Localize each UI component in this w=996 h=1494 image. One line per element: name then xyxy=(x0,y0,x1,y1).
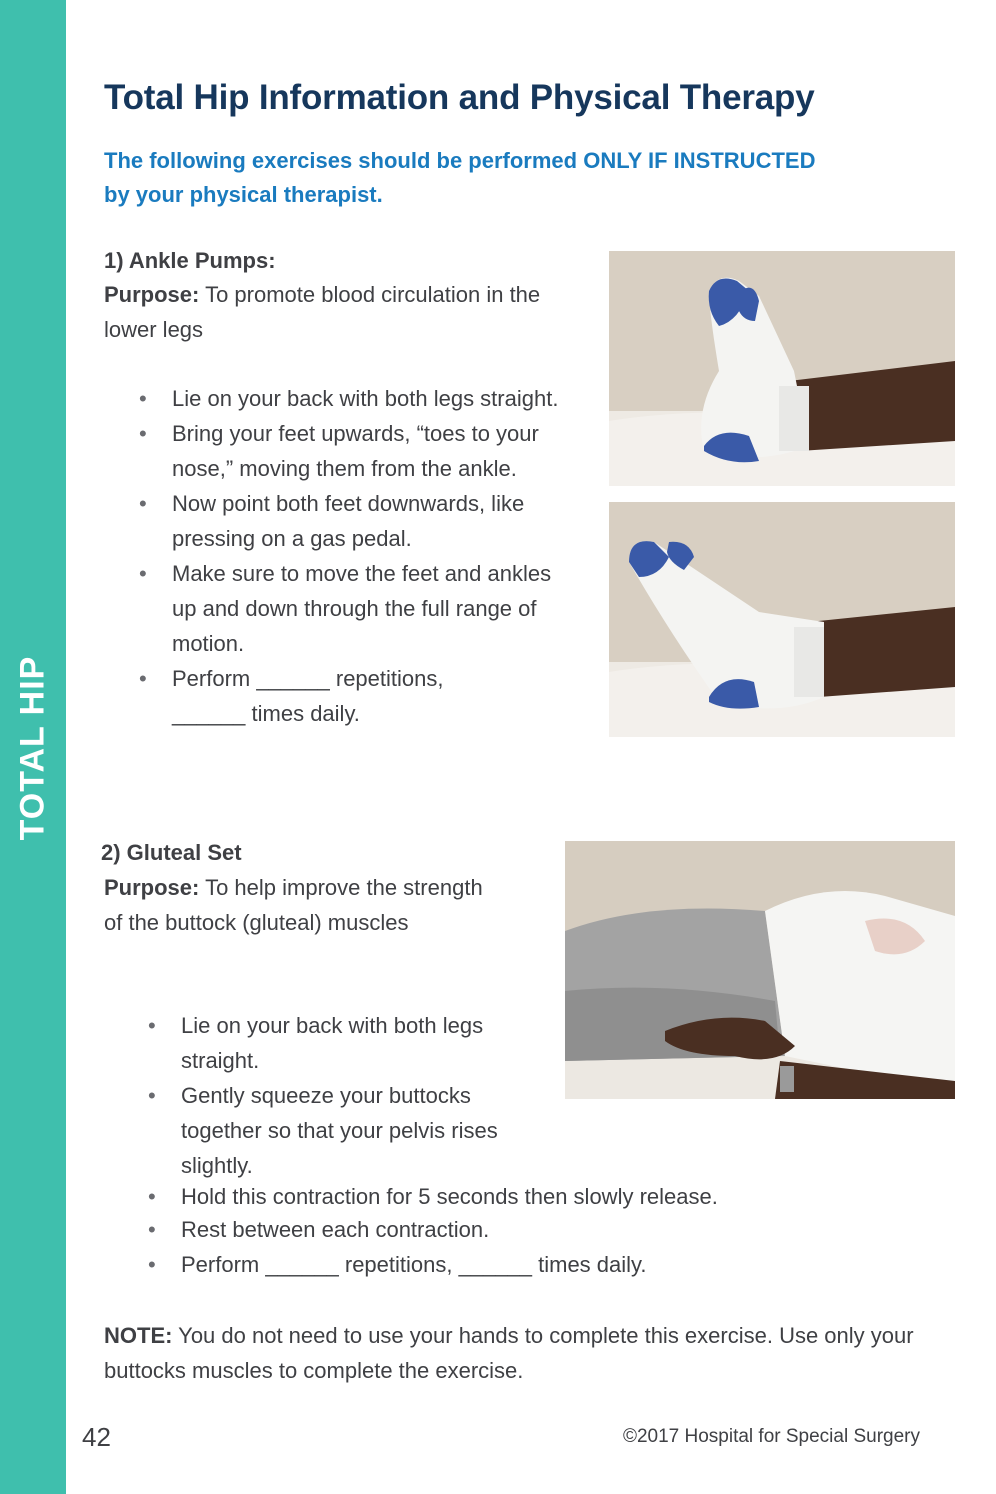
side-tab-label: TOTAL HIP xyxy=(13,655,52,841)
exercise2-purpose-text: To help improve the strength of the buttock (gluteal) muscles xyxy=(104,875,483,935)
exercise2-steps-bottom xyxy=(148,1181,748,1282)
list-item: • Hold this contraction for 5 seconds then slowly release. xyxy=(148,1181,748,1212)
note-label: NOTE: xyxy=(104,1323,173,1348)
exercise2-heading: 2) Gluteal Set xyxy=(101,840,242,865)
exercise2-purpose xyxy=(104,870,484,940)
ankle-pump-up-photo xyxy=(609,251,955,486)
exercise1-purpose-label: Purpose: xyxy=(104,282,200,307)
exercise1-steps xyxy=(139,381,569,731)
exercise1-heading: 1) Ankle Pumps: xyxy=(104,248,276,273)
gluteal-set-photo xyxy=(565,841,955,1099)
list-item: • Gently squeeze your buttocks together so that your pelvis rises slightly. xyxy=(148,1078,538,1183)
list-item: • Lie on your back with both legs straight. xyxy=(139,381,569,416)
list-item: • Now point both feet downwards, like pressing on a gas pedal. xyxy=(139,486,569,556)
subtitle: The following exercises should be performed ONLY IF INSTRUCTED by your physical therapist. xyxy=(104,148,816,207)
list-item: • Lie on your back with both legs straight. xyxy=(148,1008,538,1078)
exercise1-purpose-text: To promote blood circulation in the lower legs xyxy=(104,282,541,342)
list-item: • Perform ______ repetitions, ______ times daily. xyxy=(148,1247,748,1282)
exercise1-purpose xyxy=(104,277,574,347)
exercise2-purpose-label: Purpose: xyxy=(104,875,200,900)
exercise2-steps-top xyxy=(148,1008,538,1183)
page-title: Total Hip Information and Physical Therapy xyxy=(104,78,815,117)
note-text: You do not need to use your hands to complete this exercise. Use only your buttocks muscles to complete the exercise. xyxy=(104,1323,914,1383)
page-number: 42 xyxy=(82,1422,111,1452)
list-item: • Rest between each contraction. xyxy=(148,1212,748,1247)
ankle-pump-down-photo xyxy=(609,502,955,737)
list-item: • Bring your feet upwards, “toes to your nose,” moving them from the ankle. xyxy=(139,416,569,486)
side-tab xyxy=(0,0,66,1494)
list-item: • Perform ______ repetitions, ______ times daily. xyxy=(139,661,512,731)
list-item: • Make sure to move the feet and ankles up and down through the full range of motion. xyxy=(139,556,569,661)
copyright: ©2017 Hospital for Special Surgery xyxy=(622,1426,920,1447)
note xyxy=(104,1318,964,1388)
